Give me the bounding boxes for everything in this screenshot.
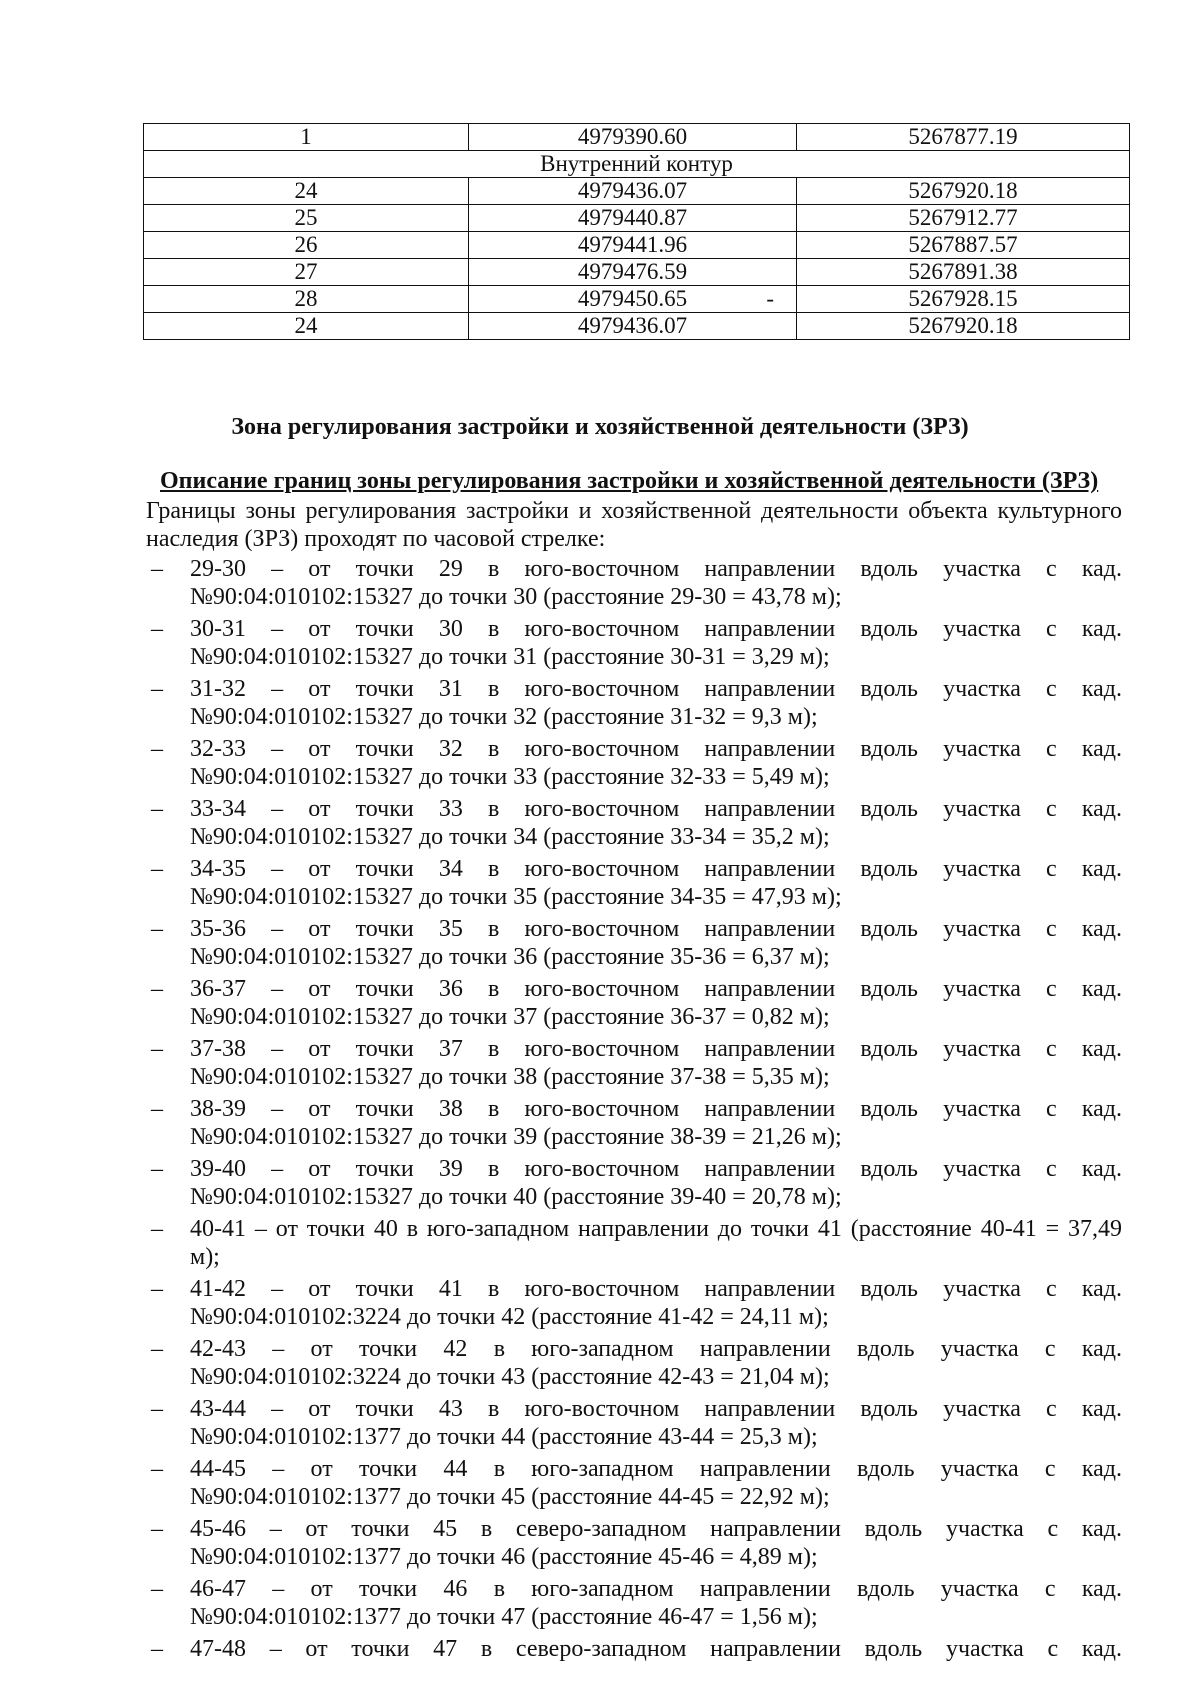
table-row [144,286,1130,313]
table-section-row [144,151,1130,178]
segment-line-2: №90:04:010102:15327 до точки 32 (расстояние 31-32 = 9,3 м); [190,704,818,730]
point-number-cell: 28 [144,286,469,313]
segment-line-2: №90:04:010102:15327 до точки 35 (расстояние 34-35 = 47,93 м); [190,884,842,910]
dash-bullet: – [151,916,163,942]
segment-line-1: 41-42 – от точки 41 в юго-восточном направлении вдоль участка с кад. [190,1276,1122,1302]
segment-line-2: №90:04:010102:15327 до точки 30 (расстояние 29-30 = 43,78 м); [190,584,842,610]
table-row [144,313,1130,340]
segment-line-1: 43-44 – от точки 43 в юго-восточном направлении вдоль участка с кад. [190,1396,1122,1422]
list-item [146,1155,1122,1211]
dash-bullet: – [151,1156,163,1182]
dash-bullet: – [151,1216,163,1242]
point-number-cell: 25 [144,205,469,232]
table-row [144,124,1130,151]
segment-line-2: №90:04:010102:15327 до точки 39 (расстояние 38-39 = 21,26 м); [190,1124,842,1150]
dash-bullet: – [151,1516,163,1542]
list-item [146,1575,1122,1631]
dash-bullet: – [151,796,163,822]
list-item [146,1335,1122,1391]
table-row [144,259,1130,286]
y-coordinate-cell: 5267887.57 [797,232,1130,259]
zone-title: Зона регулирования застройки и хозяйственной деятельности (ЗРЗ) [231,414,969,440]
segment-line-2: №90:04:010102:1377 до точки 46 (расстояние 45-46 = 4,89 м); [190,1544,818,1570]
segment-line-1: 42-43 – от точки 42 в юго-западном направлении вдоль участка с кад. [190,1336,1122,1362]
segment-line-1: 44-45 – от точки 44 в юго-западном направлении вдоль участка с кад. [190,1456,1122,1482]
segment-line-1: 35-36 – от точки 35 в юго-восточном направлении вдоль участка с кад. [190,916,1122,942]
x-coordinate-value: 4979450.65 [577,286,688,311]
x-coordinate-cell: 4979476.59 [469,259,797,286]
dash-bullet: – [151,976,163,1002]
dash-bullet: – [151,556,163,582]
segment-line-2: №90:04:010102:15327 до точки 37 (расстояние 36-37 = 0,82 м); [190,1004,830,1030]
segment-line-2: №90:04:010102:1377 до точки 45 (расстояние 44-45 = 22,92 м); [190,1484,830,1510]
dash-bullet: – [151,736,163,762]
segment-line-1: 30-31 – от точки 30 в юго-восточном направлении вдоль участка с кад. [190,616,1122,642]
segment-line-2: №90:04:010102:1377 до точки 44 (расстояние 43-44 = 25,3 м); [190,1424,818,1450]
list-item [146,1515,1122,1571]
list-item [146,675,1122,731]
x-coordinate-cell: 4979436.07 [469,313,797,340]
segment-line-1: 39-40 – от точки 39 в юго-восточном направлении вдоль участка с кад. [190,1156,1122,1182]
point-number-cell: 1 [144,124,469,151]
description-title: Описание границ зоны регулирования застройки и хозяйственной деятельности (ЗРЗ) [160,468,1099,494]
y-coordinate-cell: 5267920.18 [797,178,1130,205]
table-row [144,178,1130,205]
x-coordinate-cell: 4979440.87 [469,205,797,232]
list-item [146,915,1122,971]
segment-line-2: №90:04:010102:3224 до точки 42 (расстояние 41-42 = 24,11 м); [190,1304,829,1330]
point-number-cell: 24 [144,313,469,340]
list-item [146,855,1122,911]
list-item [146,1215,1122,1271]
list-item [146,735,1122,791]
dash-bullet: – [151,1336,163,1362]
dash-bullet: – [151,1096,163,1122]
table-row [144,205,1130,232]
segment-line-1: 32-33 – от точки 32 в юго-восточном направлении вдоль участка с кад. [190,736,1122,762]
x-coordinate-cell: 4979390.60 [469,124,797,151]
list-item [146,1455,1122,1511]
list-item [146,1395,1122,1451]
segment-line-2: №90:04:010102:15327 до точки 31 (расстояние 30-31 = 3,29 м); [190,644,830,670]
x-coordinate-cell [469,286,797,313]
segment-line-1: 47-48 – от точки 47 в северо-западном направлении вдоль участка с кад. [190,1636,1122,1662]
y-coordinate-cell: 5267877.19 [797,124,1130,151]
segment-line-1: 34-35 – от точки 34 в юго-восточном направлении вдоль участка с кад. [190,856,1122,882]
segment-line-2: №90:04:010102:15327 до точки 33 (расстояние 32-33 = 5,49 м); [190,764,830,790]
segment-line-2: №90:04:010102:15327 до точки 34 (расстояние 33-34 = 35,2 м); [190,824,830,850]
x-coordinate-cell: 4979441.96 [469,232,797,259]
y-coordinate-cell: 5267920.18 [797,313,1130,340]
dash-bullet: – [151,1576,163,1602]
list-item [146,555,1122,611]
point-number-cell: 26 [144,232,469,259]
list-item [146,975,1122,1031]
segment-line-1: 36-37 – от точки 36 в юго-восточном направлении вдоль участка с кад. [190,976,1122,1002]
segment-line-1: 37-38 – от точки 37 в юго-восточном направлении вдоль участка с кад. [190,1036,1122,1062]
segment-line-2: №90:04:010102:15327 до точки 38 (расстояние 37-38 = 5,35 м); [190,1064,830,1090]
y-coordinate-cell: 5267928.15 [797,286,1130,313]
segment-line-1: 40-41 – от точки 40 в юго-западном направлении до точки 41 (расстояние 40-41 = 37,49 [190,1216,1122,1242]
dash-bullet: – [151,856,163,882]
segment-line-1: 31-32 – от точки 31 в юго-восточном направлении вдоль участка с кад. [190,676,1122,702]
point-number-cell: 27 [144,259,469,286]
stray-mark: - [766,286,774,311]
dash-bullet: – [151,1456,163,1482]
list-item [146,615,1122,671]
dash-bullet: – [151,1276,163,1302]
segment-line-2: №90:04:010102:15327 до точки 36 (расстояние 35-36 = 6,37 м); [190,944,830,970]
dash-bullet: – [151,1636,163,1662]
segment-line-2: №90:04:010102:3224 до точки 43 (расстояние 42-43 = 21,04 м); [190,1364,830,1390]
x-coordinate-cell: 4979436.07 [469,178,797,205]
boundary-segment-list [146,555,1122,1667]
segment-line-1: 29-30 – от точки 29 в юго-восточном направлении вдоль участка с кад. [190,556,1122,582]
segment-line-1: 33-34 – от точки 33 в юго-восточном направлении вдоль участка с кад. [190,796,1122,822]
table-row [144,232,1130,259]
point-number-cell: 24 [144,178,469,205]
y-coordinate-cell: 5267912.77 [797,205,1130,232]
segment-line-2: №90:04:010102:15327 до точки 40 (расстояние 39-40 = 20,78 м); [190,1184,842,1210]
list-item [146,1095,1122,1151]
inner-contour-header: Внутренний контур [144,151,1130,178]
dash-bullet: – [151,1036,163,1062]
dash-bullet: – [151,676,163,702]
list-item [146,1635,1122,1663]
intro-paragraph: Границы зоны регулирования застройки и хозяйственной деятельности объекта культурного наследия (ЗРЗ) проходят по часовой стрелке: [146,498,1122,552]
list-item [146,1035,1122,1091]
segment-line-1: 38-39 – от точки 38 в юго-восточном направлении вдоль участка с кад. [190,1096,1122,1122]
segment-line-2: м); [190,1244,220,1270]
segment-line-1: 45-46 – от точки 45 в северо-западном направлении вдоль участка с кад. [190,1516,1122,1542]
dash-bullet: – [151,1396,163,1422]
y-coordinate-cell: 5267891.38 [797,259,1130,286]
list-item [146,795,1122,851]
list-item [146,1275,1122,1331]
segment-line-1: 46-47 – от точки 46 в юго-западном направлении вдоль участка с кад. [190,1576,1122,1602]
segment-line-2: №90:04:010102:1377 до точки 47 (расстояние 46-47 = 1,56 м); [190,1604,818,1630]
coordinates-table [143,123,1130,340]
dash-bullet: – [151,616,163,642]
